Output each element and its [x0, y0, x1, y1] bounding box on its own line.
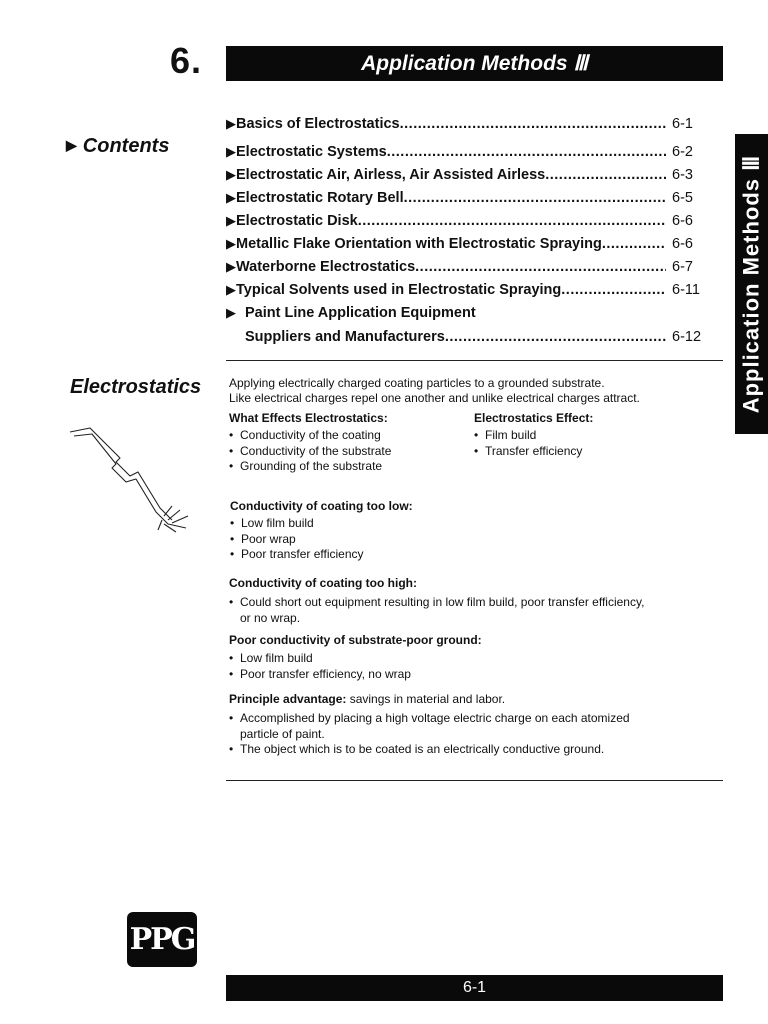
poor-ground-list	[229, 651, 411, 682]
toc-leader-dots	[545, 167, 666, 183]
list-item: • Could short out equipment resulting in low film build, poor transfer efficiency,	[229, 595, 644, 611]
principle-advantage	[229, 692, 505, 708]
toc-leader-dots	[404, 190, 666, 206]
advantage-list	[229, 742, 604, 758]
ppg-logo: PPG	[127, 912, 197, 967]
effects-heading: What Effects Electrostatics:	[229, 411, 388, 425]
toc-item-text: Electrostatic Rotary Bell	[236, 190, 404, 206]
intro-line: Applying electrically charged coating particles to a grounded substrate.	[229, 376, 605, 390]
toc-item-text: Paint Line Application Equipment	[245, 305, 476, 321]
list-item-continuation: or no wrap.	[240, 611, 301, 625]
toc-item[interactable]	[226, 116, 710, 138]
electrostatics-heading: Electrostatics	[70, 376, 202, 398]
toc-item[interactable]	[226, 236, 710, 258]
triangle-bullet-icon: ▶	[226, 144, 236, 159]
page-number: 6-1	[462, 979, 487, 996]
toc-item[interactable]	[226, 282, 710, 304]
section-divider	[226, 780, 723, 781]
footer-bar	[226, 975, 723, 1001]
toc-item-page: 6-6	[672, 213, 693, 229]
list-item-continuation: particle of paint.	[240, 727, 325, 741]
triangle-bullet-icon: ▶	[226, 305, 236, 320]
side-tab	[735, 134, 768, 434]
list-item: • Conductivity of the coating	[229, 428, 391, 444]
toc-item[interactable]	[226, 190, 710, 212]
toc-item-page: 6-1	[672, 116, 693, 132]
toc-item-page: 6-6	[672, 236, 693, 252]
toc-leader-dots	[400, 116, 666, 132]
list-item: • Low film build	[230, 516, 364, 532]
triangle-bullet-icon: ▶	[226, 259, 236, 274]
triangle-bullet-icon: ▶	[226, 236, 236, 251]
principle-advantage-label: Principle advantage:	[229, 692, 347, 706]
list-item: • Film build	[474, 428, 582, 444]
toc-item[interactable]	[226, 259, 710, 281]
principle-advantage-text: savings in material and labor.	[346, 692, 506, 706]
triangle-bullet-icon: ▶	[226, 282, 236, 297]
toc-item-page: 6-3	[672, 167, 693, 183]
list-item: • Poor transfer efficiency, no wrap	[229, 667, 411, 683]
chapter-number: 6.	[170, 40, 203, 81]
toc-item-text: Electrostatic Systems	[236, 144, 387, 160]
toc-leader-dots	[415, 259, 666, 275]
toc-item-text: Metallic Flake Orientation with Electrostatic Spraying	[236, 236, 602, 252]
too-low-heading: Conductivity of coating too low:	[230, 499, 413, 513]
section-divider	[226, 360, 723, 361]
triangle-bullet-icon: ▶	[66, 137, 77, 153]
toc-item[interactable]	[226, 144, 710, 166]
too-low-list	[230, 516, 364, 563]
toc-item-text: Typical Solvents used in Electrostatic Spraying	[236, 282, 562, 298]
too-high-heading: Conductivity of coating too high:	[229, 576, 417, 590]
poor-ground-heading: Poor conductivity of substrate-poor ground:	[229, 633, 482, 647]
list-item: • The object which is to be coated is an electrically conductive ground.	[229, 742, 604, 758]
electric-spark-illustration	[68, 424, 208, 534]
triangle-bullet-icon: ▶	[226, 116, 236, 131]
toc-item-page: 6-2	[672, 144, 693, 160]
toc-item-page: 6-12	[672, 329, 702, 345]
chapter-title-bar	[226, 46, 723, 81]
triangle-bullet-icon: ▶	[226, 190, 236, 205]
too-high-list	[229, 595, 644, 611]
advantage-list	[229, 711, 630, 727]
effect-heading: Electrostatics Effect:	[474, 411, 594, 425]
side-tab-label: Application Methods Ⅲ	[738, 154, 764, 414]
triangle-bullet-icon: ▶	[226, 213, 236, 228]
list-item: • Grounding of the substrate	[229, 459, 391, 475]
toc-leader-dots	[561, 282, 666, 298]
list-item: • Transfer efficiency	[474, 444, 582, 460]
toc-leader-dots	[445, 329, 666, 345]
toc-item-text: Basics of Electrostatics	[236, 116, 400, 132]
list-item: • Poor wrap	[230, 532, 364, 548]
toc-item-text: Electrostatic Air, Airless, Air Assisted Airless	[236, 167, 546, 183]
toc-item[interactable]	[226, 305, 710, 327]
toc-item-page: 6-5	[672, 190, 693, 206]
toc-item-text: Suppliers and Manufacturers	[245, 329, 445, 345]
effect-list	[474, 428, 582, 459]
toc-leader-dots	[387, 144, 666, 160]
contents-heading-label: Contents	[82, 135, 170, 157]
toc-item[interactable]	[226, 167, 710, 189]
chapter-title: Application Methods Ⅲ	[361, 52, 588, 75]
toc-item-page: 6-7	[672, 259, 693, 275]
toc-item-text: Electrostatic Disk	[236, 213, 358, 229]
toc-leader-dots	[602, 236, 666, 252]
list-item: • Poor transfer efficiency	[230, 547, 364, 563]
contents-heading	[66, 135, 169, 158]
toc-leader-dots	[358, 213, 666, 229]
triangle-bullet-icon: ▶	[226, 167, 236, 182]
list-item: • Low film build	[229, 651, 411, 667]
list-item: • Conductivity of the substrate	[229, 444, 391, 460]
toc-item-text: Waterborne Electrostatics	[236, 259, 416, 275]
toc-item-page: 6-11	[672, 282, 700, 298]
effects-list	[229, 428, 391, 475]
intro-line: Like electrical charges repel one another and unlike electrical charges attract.	[229, 391, 640, 405]
toc-item[interactable]	[226, 213, 710, 235]
toc-item-continuation[interactable]	[226, 329, 710, 351]
list-item: • Accomplished by placing a high voltage electric charge on each atomized	[229, 711, 630, 727]
